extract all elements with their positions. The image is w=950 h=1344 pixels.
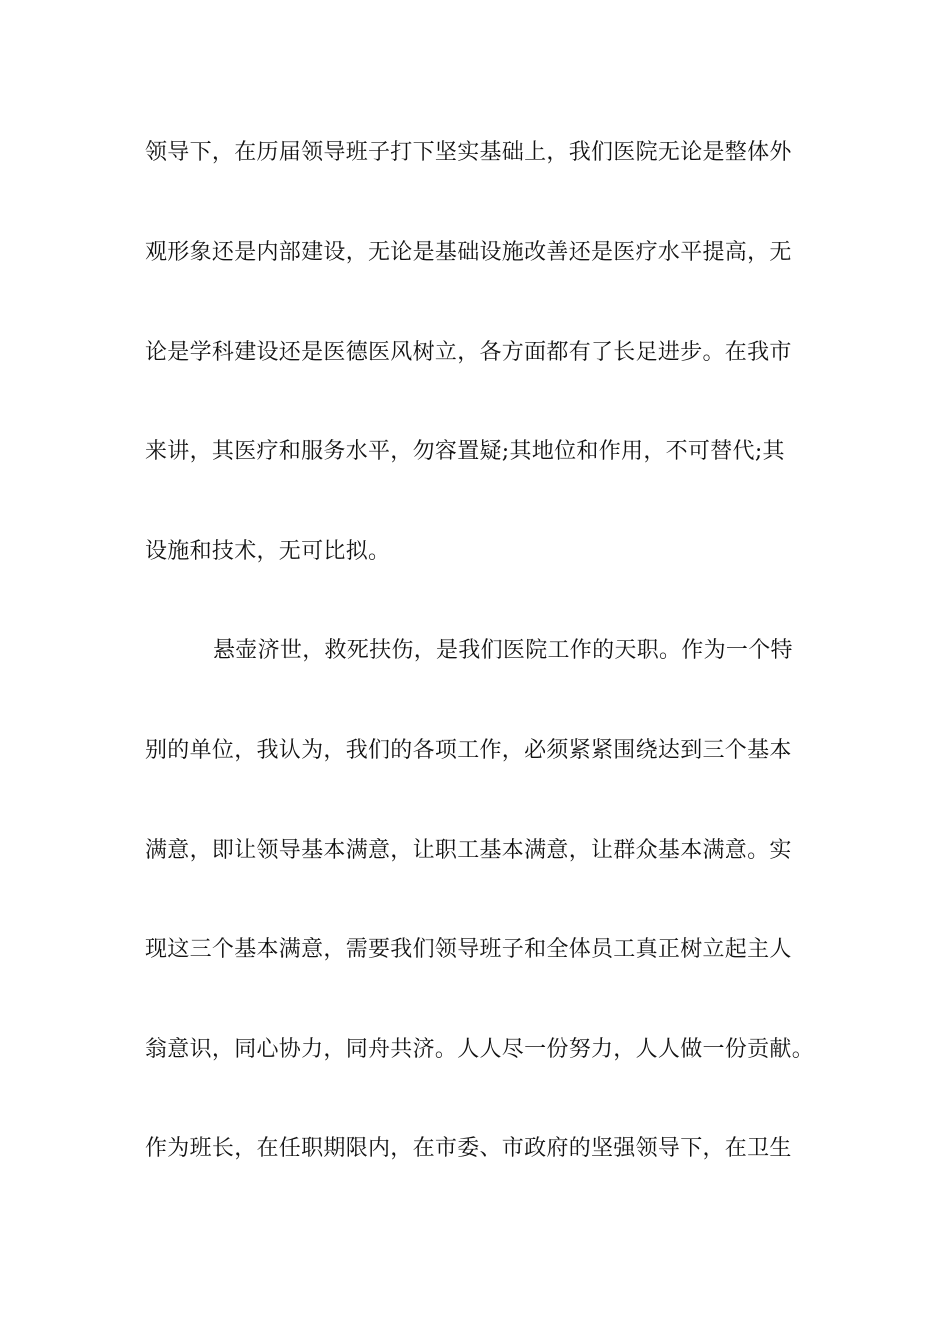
text-line: 作为班长，在任职期限内，在市委、市政府的坚强领导下，在卫生 <box>145 1136 792 1161</box>
text-line: 现这三个基本满意，需要我们领导班子和全体员工真正树立起主人 <box>145 937 792 962</box>
text-line: 别的单位，我认为，我们的各项工作，必须紧紧围绕达到三个基本 <box>145 738 792 763</box>
text-line: 设施和技术，无可比拟。 <box>145 539 391 564</box>
text-line: 观形象还是内部建设，无论是基础设施改善还是医疗水平提高，无 <box>145 240 792 265</box>
text-line: 翁意识，同心协力，同舟共济。人人尽一份努力，人人做一份贡献。 <box>145 1037 815 1062</box>
paragraph-start-line: 悬壶济世，救死扶伤，是我们医院工作的天职。作为一个特 <box>213 638 793 663</box>
text-line: 论是学科建设还是医德医风树立，各方面都有了长足进步。在我市 <box>145 340 792 365</box>
text-line: 来讲，其医疗和服务水平，勿容置疑;其地位和作用，不可替代;其 <box>145 439 785 464</box>
text-line: 领导下，在历届领导班子打下坚实基础上，我们医院无论是整体外 <box>145 140 792 165</box>
text-line: 满意，即让领导基本满意，让职工基本满意，让群众基本满意。实 <box>145 838 792 863</box>
